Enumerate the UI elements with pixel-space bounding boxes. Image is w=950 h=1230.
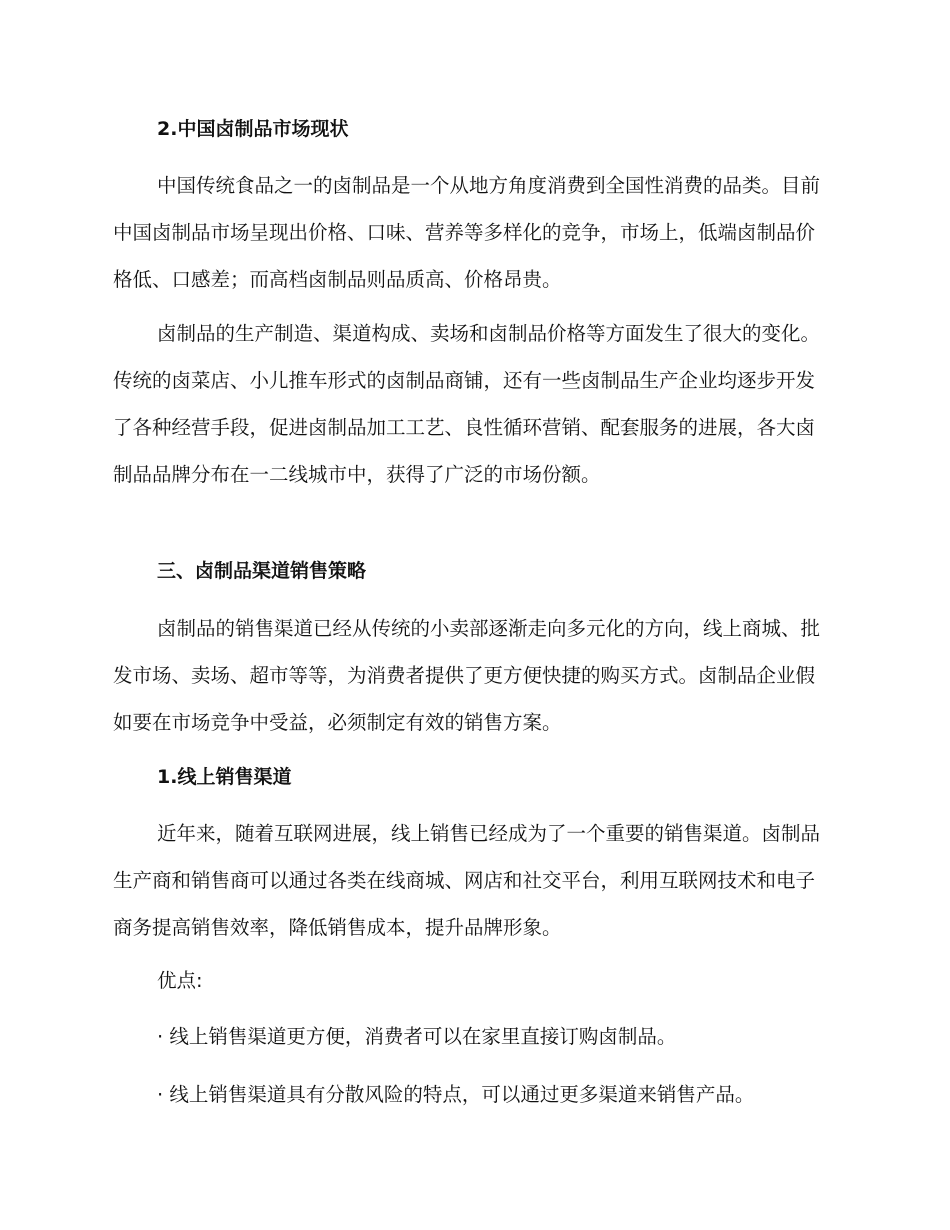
advantages-label: 优点: — [157, 969, 203, 992]
paragraph-channel-diversification: 卤制品的销售渠道已经从传统的小卖部逐渐走向多元化的方向，线上商城、批发市场、卖场、超市等等，为消费者提供了更方便快捷的购买方式。卤制品企业假如要在市场竞争中受益，必须制定有效的销售方案。 — [113, 617, 821, 734]
section-heading-market-status: 2.中国卤制品市场现状 — [157, 118, 349, 140]
section-heading-channel-strategy: 三、卤制品渠道销售策略 — [157, 560, 367, 582]
bullet-item-risk-diversification: · 线上销售渠道具有分散风险的特点，可以通过更多渠道来销售产品。 — [157, 1083, 755, 1106]
subsection-heading-online-channel: 1.线上销售渠道 — [157, 766, 292, 788]
paragraph-market-overview: 中国传统食品之一的卤制品是一个从地方角度消费到全国性消费的品类。目前中国卤制品市场呈现出价格、口味、营养等多样化的竞争，市场上，低端卤制品价格低、口感差；而高档卤制品则品质高、价格昂贵。 — [113, 174, 821, 291]
paragraph-market-changes: 卤制品的生产制造、渠道构成、卖场和卤制品价格等方面发生了很大的变化。传统的卤菜店、小儿推车形式的卤制品商铺，还有一些卤制品生产企业均逐步开发了各种经营手段，促进卤制品加工工艺、良性循环营销、配套服务的进展，各大卤制品品牌分布在一二线城市中，获得了广泛的市场份额。 — [113, 322, 821, 486]
paragraph-online-channel: 近年来，随着互联网进展，线上销售已经成为了一个重要的销售渠道。卤制品生产商和销售商可以通过各类在线商城、网店和社交平台，利用互联网技术和电子商务提高销售效率，降低销售成本，提升品牌形象。 — [113, 822, 821, 939]
bullet-item-convenience: · 线上销售渠道更方便，消费者可以在家里直接订购卤制品。 — [157, 1025, 677, 1048]
